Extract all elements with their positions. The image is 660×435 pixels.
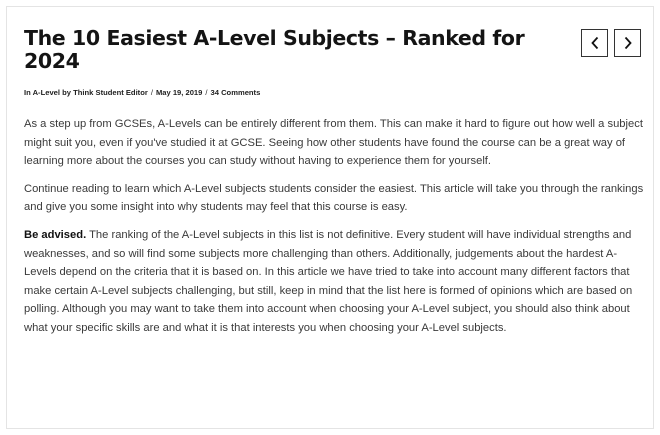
post-meta xyxy=(24,88,260,98)
advisory-paragraph xyxy=(24,226,649,338)
meta-separator: / xyxy=(205,88,208,97)
comments-link[interactable]: 34 Comments xyxy=(210,88,261,97)
article-body xyxy=(24,115,649,347)
reading-guide-paragraph: Continue reading to learn which A-Level subjects students consider the easiest. This article will take you through the rankings and give you some insight into why students may feel that this course is easy. xyxy=(24,182,644,214)
previous-post-button[interactable] xyxy=(581,29,608,57)
chevron-right-icon xyxy=(623,36,633,50)
chevron-left-icon xyxy=(590,36,600,50)
next-post-button[interactable] xyxy=(614,29,641,57)
article-card xyxy=(6,6,654,429)
author-prefix: by xyxy=(62,88,72,97)
author-link[interactable]: Think Student Editor xyxy=(73,88,148,97)
meta-separator: / xyxy=(150,88,153,97)
advisory-lead: Be advised. xyxy=(24,228,87,241)
article-title: The 10 Easiest A-Level Subjects – Ranked for 2024 xyxy=(24,26,525,73)
post-date: May 19, 2019 xyxy=(155,88,203,97)
category-link[interactable]: A-Level xyxy=(32,88,61,97)
advisory-text: The ranking of the A-Level subjects in this list is not definitive. Every student will have individual strengths and weaknesses, and so will find some subjects more challenging than others. Additionally, judgements about the hardest A-Levels depend on the criteria that it is based on. In this article we have tried to take into account many different factors that make certain A-Level subjects challenging, but still, keep in mind that the list here is formed of opinions which are based on polling. Although you may want to take them into account when choosing your A-Level subject, you should also think about what your specific skills are and what it is that interests you when choosing your A-Level subjects. xyxy=(24,228,633,334)
category-prefix: In xyxy=(24,88,31,97)
intro-paragraph: As a step up from GCSEs, A-Levels can be entirely different from them. This can make it hard to figure out how well a subject might suit you, even if you've studied it at GCSE. Seeing how other students have found the course can be a great way of learning more about the courses you can study without having to experience them for yourself. xyxy=(24,118,643,168)
